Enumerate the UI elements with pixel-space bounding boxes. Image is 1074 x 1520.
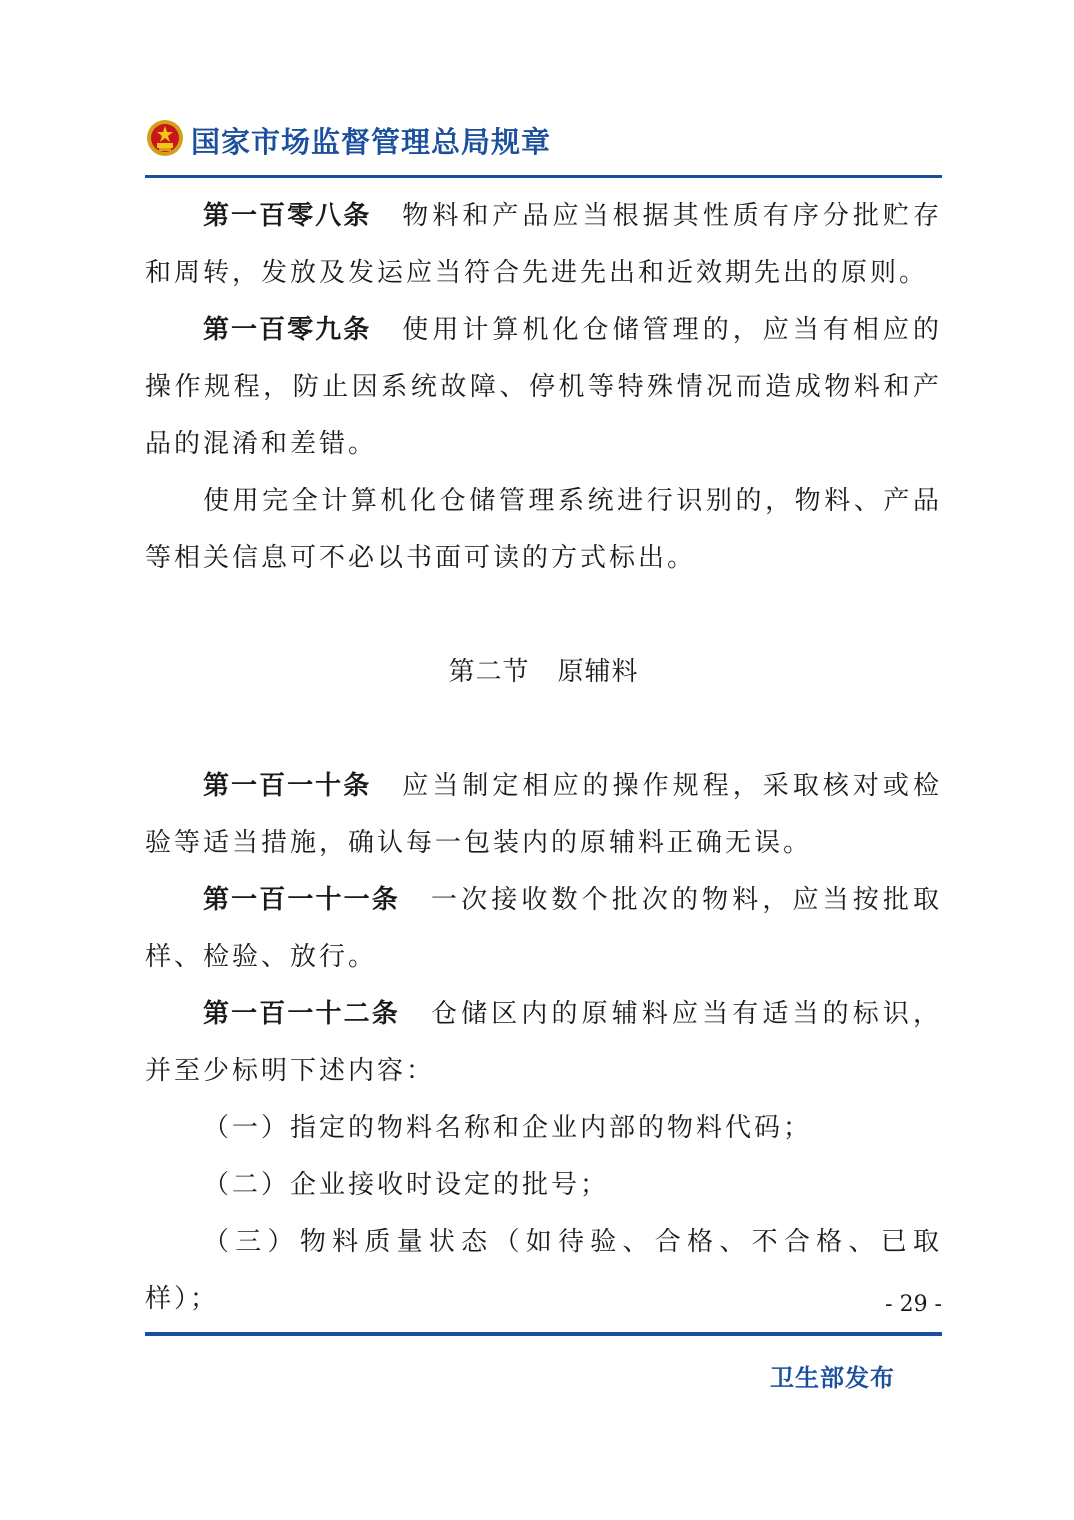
section-number: 第二节: [448, 657, 530, 687]
article-number: 第一百一十条: [203, 771, 372, 801]
header-divider: [145, 175, 942, 178]
article-108: [145, 188, 942, 302]
article-number: 第一百零九条: [203, 315, 372, 345]
article-110: [145, 758, 942, 872]
article-number: 第一百一十二条: [203, 999, 400, 1029]
section-title: 原辅料: [557, 657, 639, 687]
article-text: 仓储区内的原辅料应当有适当的标识，并至少标明下述内容：: [145, 999, 942, 1086]
list-item: （一）指定的物料名称和企业内部的物料代码；: [203, 1113, 813, 1143]
list-item: （二）企业接收时设定的批号；: [203, 1170, 610, 1200]
article-text: 物料和产品应当根据其性质有序分批贮存和周转，发放及发运应当符合先进先出和近效期先出的原则。: [145, 201, 942, 288]
article-111: [145, 872, 942, 986]
section-heading: [145, 644, 942, 701]
article-number: 第一百一十一条: [203, 885, 400, 915]
article-number: 第一百零八条: [203, 201, 372, 231]
list-item: （三）物料质量状态（如待验、合格、不合格、已取样）；: [145, 1227, 942, 1314]
publisher-label: 卫生部发布: [770, 1364, 895, 1392]
article-109: [145, 302, 942, 473]
article-109-paragraph-2: 使用完全计算机化仓储管理系统进行识别的，物料、产品等相关信息可不必以书面可读的方式标出。: [145, 486, 942, 573]
article-text: 一次接收数个批次的物料，应当按批取样、检验、放行。: [145, 885, 942, 972]
article-text: 使用计算机化仓储管理的，应当有相应的操作规程，防止因系统故障、停机等特殊情况而造成物料和产品的混淆和差错。: [145, 315, 942, 459]
article-text: 应当制定相应的操作规程，采取核对或检验等适当措施，确认每一包装内的原辅料正确无误。: [145, 771, 942, 858]
header-title: 国家市场监督管理总局规章: [191, 125, 552, 159]
document-body: [145, 188, 942, 1328]
footer-divider: [145, 1332, 942, 1336]
article-112: [145, 986, 942, 1100]
national-emblem-icon: [145, 118, 185, 158]
page-header: [145, 112, 945, 162]
page-number: - 29 -: [885, 1292, 942, 1317]
